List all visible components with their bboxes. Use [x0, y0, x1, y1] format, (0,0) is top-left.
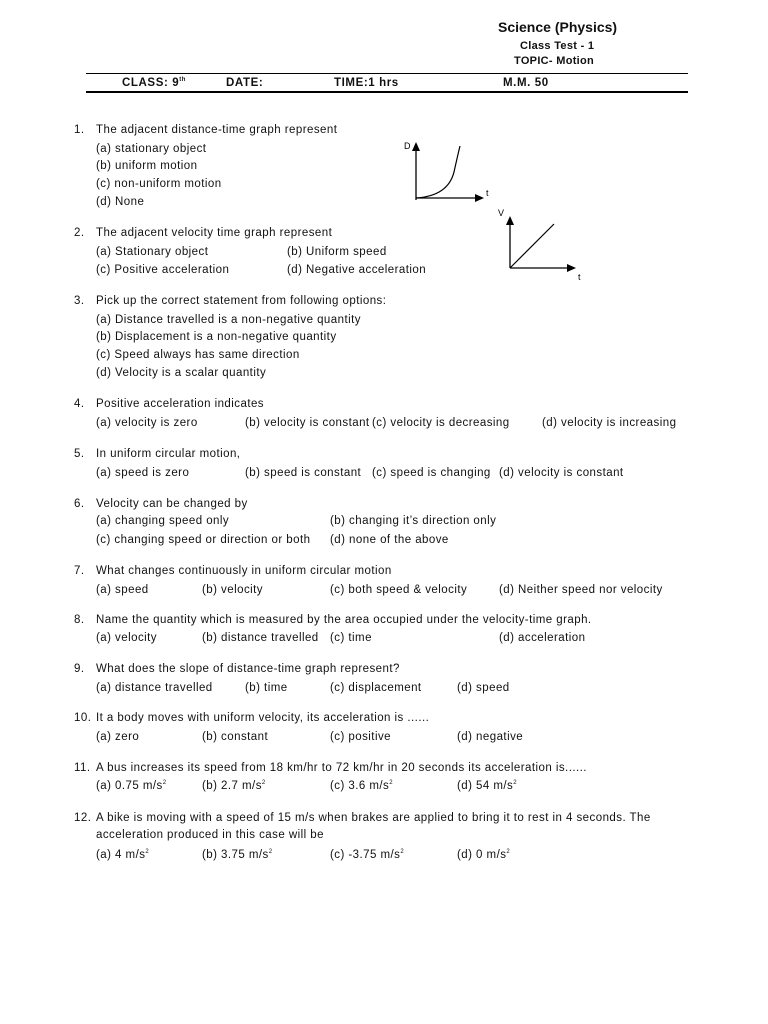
squared-sup: 2 — [145, 849, 150, 856]
option-a: (a) velocity — [96, 632, 157, 644]
class-label: CLASS: 9 — [122, 77, 180, 89]
question-number: 12. — [74, 812, 92, 824]
option-a: (a) zero — [96, 731, 140, 743]
distance-time-graph — [398, 138, 498, 208]
option-a: (a) changing speed only — [96, 515, 230, 527]
option-d: (d) velocity is increasing — [542, 417, 677, 429]
option-d: (d) Negative acceleration — [287, 264, 427, 276]
squared-sup: 2 — [513, 780, 518, 787]
question-number: 9. — [74, 663, 85, 675]
squared-sup: 2 — [261, 780, 266, 787]
option-b: (b) velocity is constant — [245, 417, 370, 429]
option-d-text: (d) 0 m/s — [457, 849, 507, 861]
question-number: 1. — [74, 124, 85, 136]
option-b: (b) distance travelled — [202, 632, 319, 644]
option-d: (d) Neither speed nor velocity — [499, 584, 663, 596]
option-b: (b) velocity — [202, 584, 263, 596]
option-d: (d) Velocity is a scalar quantity — [96, 367, 267, 379]
question-text: Name the quantity which is measured by the area occupied under the velocity-time graph. — [96, 614, 592, 626]
option-b — [202, 780, 266, 792]
question-text: Pick up the correct statement from following options: — [96, 295, 387, 307]
question-number: 11. — [74, 762, 91, 774]
question-number: 8. — [74, 614, 85, 626]
question-text-line-2: acceleration produced in this case will be — [96, 829, 324, 841]
option-a — [96, 849, 149, 861]
option-d: (d) negative — [457, 731, 524, 743]
option-b-text: (b) 2.7 m/s — [202, 780, 262, 792]
g2-line — [510, 224, 554, 268]
header-bottom-rule — [86, 91, 688, 93]
option-c: (c) both speed & velocity — [330, 584, 468, 596]
option-c-text: (c) -3.75 m/s — [330, 849, 401, 861]
option-c: (c) velocity is decreasing — [372, 417, 510, 429]
header-top-rule — [86, 73, 688, 74]
option-a: (a) Stationary object — [96, 246, 209, 258]
g1-x-arrow — [475, 194, 484, 202]
question-text: What does the slope of distance-time graph represent? — [96, 663, 400, 675]
topic-label: TOPIC- Motion — [514, 55, 595, 67]
g2-x-label: t — [578, 272, 581, 282]
g1-curve — [416, 146, 460, 198]
option-c: (c) Positive acceleration — [96, 264, 230, 276]
option-d-text: (d) 54 m/s — [457, 780, 514, 792]
g1-y-arrow — [412, 142, 420, 151]
option-b: (b) Uniform speed — [287, 246, 387, 258]
option-a: (a) stationary object — [96, 143, 207, 155]
question-number: 6. — [74, 498, 85, 510]
g2-x-arrow — [567, 264, 576, 272]
squared-sup: 2 — [506, 849, 511, 856]
option-c: (c) speed is changing — [372, 467, 491, 479]
question-text: It a body moves with uniform velocity, its acceleration is ...... — [96, 712, 430, 724]
g2-y-label: V — [498, 208, 505, 218]
class-field — [122, 77, 186, 89]
option-b: (b) time — [245, 682, 288, 694]
question-number: 5. — [74, 448, 85, 460]
question-text: The adjacent distance-time graph represent — [96, 124, 338, 136]
option-a-text: (a) 4 m/s — [96, 849, 146, 861]
option-c: (c) time — [330, 632, 372, 644]
option-b: (b) Displacement is a non-negative quantity — [96, 331, 337, 343]
option-b: (b) uniform motion — [96, 160, 198, 172]
option-b-text: (b) 3.75 m/s — [202, 849, 269, 861]
date-field: DATE: — [226, 77, 264, 89]
squared-sup: 2 — [162, 780, 167, 787]
option-c — [330, 849, 404, 861]
option-d: (d) speed — [457, 682, 510, 694]
option-a: (a) velocity is zero — [96, 417, 198, 429]
option-a: (a) speed is zero — [96, 467, 190, 479]
option-a: (a) distance travelled — [96, 682, 213, 694]
question-text: A bike is moving with a speed of 15 m/s when brakes are applied to bring it to rest in 4 seconds. The — [96, 812, 651, 824]
question-text: The adjacent velocity time graph represent — [96, 227, 333, 239]
option-b: (b) changing it’s direction only — [330, 515, 497, 527]
option-d: (d) None — [96, 196, 145, 208]
question-number: 2. — [74, 227, 85, 239]
question-number: 3. — [74, 295, 85, 307]
option-a: (a) Distance travelled is a non-negative quantity — [96, 314, 361, 326]
option-c-text: (c) 3.6 m/s — [330, 780, 390, 792]
option-d: (d) velocity is constant — [499, 467, 624, 479]
question-number: 7. — [74, 565, 85, 577]
option-d: (d) none of the above — [330, 534, 449, 546]
option-a: (a) speed — [96, 584, 149, 596]
marks-field: M.M. 50 — [503, 77, 549, 89]
option-c: (c) Speed always has same direction — [96, 349, 300, 361]
time-field: TIME:1 hrs — [334, 77, 399, 89]
velocity-time-graph — [494, 206, 590, 284]
option-c: (c) non-uniform motion — [96, 178, 222, 190]
g2-y-arrow — [506, 216, 514, 225]
page-title: Science (Physics) — [498, 19, 618, 35]
question-text: A bus increases its speed from 18 km/hr to 72 km/hr in 20 seconds its acceleration is...... — [96, 762, 587, 774]
option-a-text: (a) 0.75 m/s — [96, 780, 163, 792]
question-number: 4. — [74, 398, 85, 410]
squared-sup: 2 — [389, 780, 394, 787]
question-text: Positive acceleration indicates — [96, 398, 265, 410]
g1-x-label: t — [486, 188, 489, 198]
g1-y-label: D — [404, 141, 411, 151]
question-text: What changes continuously in uniform circular motion — [96, 565, 392, 577]
option-b: (b) speed is constant — [245, 467, 362, 479]
option-d: (d) acceleration — [499, 632, 586, 644]
option-a — [96, 780, 167, 792]
option-b: (b) constant — [202, 731, 269, 743]
option-d — [457, 849, 510, 861]
class-test-label: Class Test - 1 — [520, 40, 595, 52]
squared-sup: 2 — [268, 849, 273, 856]
option-c: (c) displacement — [330, 682, 422, 694]
squared-sup: 2 — [400, 849, 405, 856]
class-superscript: th — [179, 77, 187, 84]
option-c — [330, 780, 393, 792]
option-c: (c) positive — [330, 731, 391, 743]
question-text: Velocity can be changed by — [96, 498, 248, 510]
option-d — [457, 780, 517, 792]
question-text: In uniform circular motion, — [96, 448, 241, 460]
option-c: (c) changing speed or direction or both — [96, 534, 311, 546]
question-number: 10. — [74, 712, 92, 724]
option-b — [202, 849, 273, 861]
